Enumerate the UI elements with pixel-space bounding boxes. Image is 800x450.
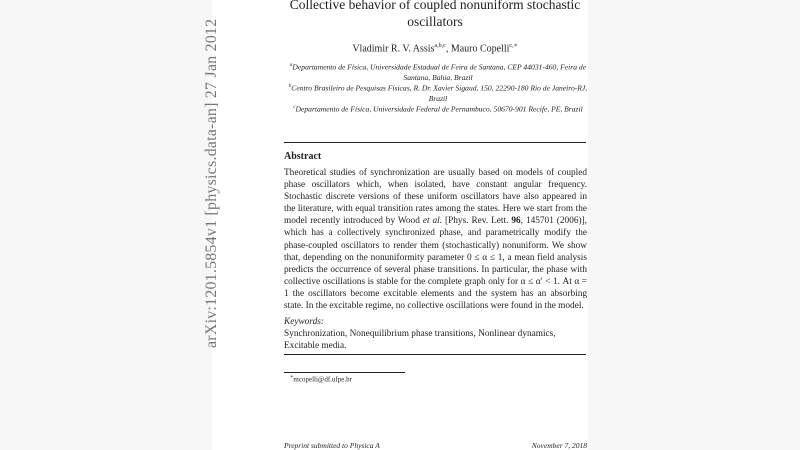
abstract-text: , 145701 (2006)], which has a collectively synchronized phase, and parametrically modify the phase-coupled oscillators to render them (stochastically) nonuniform. We show that, depending on the nonuniformity parameter 0 ≤ α ≤ 1, a mean field analysis predicts the occurrence of several phase transitions. In particular, the phase with collective oscillations is stable for the complete graph only for α ≤ α′ < 1. At α = 1 the oscillators become excitable elements and the system has an absorbing state. In the excitable regime, no collective oscillations were found in the model. <box>284 216 588 312</box>
keywords-list: Synchronization, Nonequilibrium phase transitions, Nonlinear dynamics, Excitable media. <box>284 329 556 352</box>
footnote <box>290 374 352 383</box>
affiliation-text: Departamento de Física, Universidade Federal de Pernambuco, 50670-901 Recife, PE, Brazil <box>295 104 583 114</box>
author-affiliation-marks: a,b,c <box>434 43 446 49</box>
affiliation-mark: b <box>288 84 292 89</box>
preprint-date: November 7, 2018 <box>531 441 587 450</box>
abstract-heading: Abstract <box>284 151 322 162</box>
preprint-note: Preprint submitted to Physica A <box>284 441 380 450</box>
affiliation-c <box>283 103 593 115</box>
author-name: Vladimir R. V. Assis <box>352 43 435 55</box>
footnote-mark: ∗ <box>290 375 294 380</box>
abstract-text: [Phys. Rev. Lett. <box>442 216 512 227</box>
affiliation-text: Departamento de Física, Universidade Estadual de Feira de Santana, CEP 44031-460, Feira de Santana, Bahia, Brazil <box>292 62 587 83</box>
affiliation-text: Centro Brasileiro de Pesquisas Físicas, R. Dr. Xavier Sigaud, 150, 22290-180 Rio de Janeiro-RJ, Brazil <box>291 83 588 104</box>
abstract-volume: 96 <box>511 216 521 227</box>
abstract-top-rule <box>284 142 586 143</box>
abstract-bottom-rule <box>284 354 586 355</box>
author-separator: , <box>445 43 451 55</box>
affiliation-b <box>283 82 593 105</box>
abstract-text: Theoretical studies of synchronization are usually based on models of coupled phase oscillators which, when isolated, have constant angular frequency. Stochastic discrete versions of these uniform oscillators have also appeared in the literature, with equal transition rates among the states. Here we start from the model recently introduced by Wood <box>284 168 587 227</box>
affiliation-mark: a <box>289 63 293 68</box>
corresponding-email: mcopelli@df.ufpe.br <box>293 375 352 384</box>
keywords-heading: Keywords: <box>284 317 324 327</box>
footnote-rule <box>284 372 405 373</box>
abstract-et-al: et al. <box>422 216 443 227</box>
abstract-body <box>284 167 587 312</box>
author-list <box>310 42 560 54</box>
affiliation-a <box>283 61 593 84</box>
paper-title: Collective behavior of coupled nonuniform stochastic oscillators <box>289 0 581 29</box>
author-affiliation-marks: c,∗ <box>509 43 518 49</box>
affiliation-mark: c <box>293 105 296 110</box>
arxiv-sidebar-stamp: arXiv:1201.5854v1 [physics.data-an] 27 Jan 2012 <box>203 18 220 348</box>
author-name: Mauro Copelli <box>450 43 510 55</box>
